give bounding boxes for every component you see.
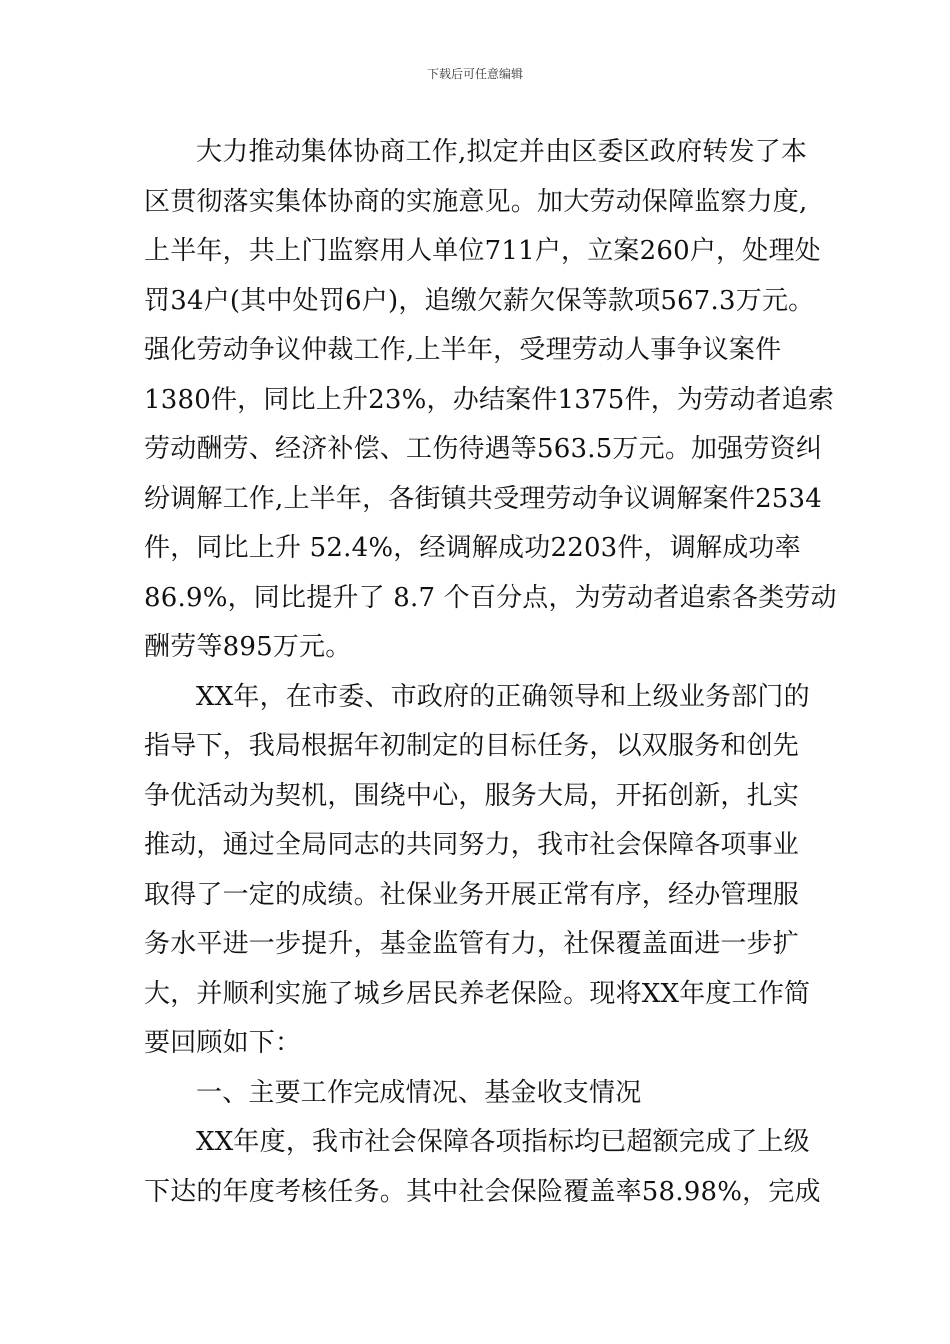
paragraph-line: 指导下，我局根据年初制定的目标任务，以双服务和创先	[144, 731, 800, 761]
paragraph-line: 取得了一定的成绩。社保业务开展正常有序，经办管理服	[144, 879, 800, 910]
section-heading: 一、主要工作完成情况、基金收支情况	[196, 1077, 642, 1108]
paragraph-line: 上半年，共上门监察用人单位711户，立案260户，处理处	[144, 236, 821, 266]
paragraph-line: 区贯彻落实集体协商的实施意见。加大劳动保障监察力度,	[144, 186, 808, 217]
paragraph-line: 务水平进一步提升，基金监管有力，社保覆盖面进一步扩	[144, 929, 800, 959]
paragraph-line: 1380件，同比上升23%，办结案件1375件，为劳动者追索	[144, 384, 835, 415]
paragraph-line: 争优活动为契机，围绕中心，服务大局，开拓创新，扎实	[144, 780, 800, 811]
paragraph-line: 大，并顺利实施了城乡居民养老保险。现将XX年度工作简	[144, 978, 811, 1009]
paragraph-line: 强化劳动争议仲裁工作,上半年，受理劳动人事争议案件	[144, 335, 782, 365]
paragraph-line: 推动，通过全局同志的共同努力，我市社会保障各项事业	[144, 830, 800, 860]
paragraph-line: 酬劳等895万元。	[144, 632, 352, 662]
paragraph-line: 下达的年度考核任务。其中社会保险覆盖率58.98%，完成	[144, 1176, 821, 1207]
page-header: 下载后可任意编辑	[426, 67, 523, 81]
paragraph-line: 大力推动集体协商工作,拟定并由区委区政府转发了本	[196, 137, 808, 167]
paragraph-line: 件，同比上升 52.4%，经调解成功2203件，调解成功率	[144, 533, 801, 563]
paragraph-line: 86.9%，同比提升了 8.7 个百分点，为劳动者追索各类劳动	[144, 582, 837, 613]
paragraph-line: XX年度，我市社会保障各项指标均已超额完成了上级	[196, 1127, 810, 1157]
paragraph-line: 要回顾如下：	[144, 1028, 302, 1058]
paragraph-line: XX年，在市委、市政府的正确领导和上级业务部门的	[196, 681, 810, 712]
paragraph-line: 劳动酬劳、经济补偿、工伤待遇等563.5万元。加强劳资纠	[144, 434, 823, 464]
paragraph-line: 罚34户(其中处罚6户)，追缴欠薪欠保等款项567.3万元。	[144, 285, 815, 316]
paragraph-line: 纷调解工作,上半年，各街镇共受理劳动争议调解案件2534	[144, 483, 823, 514]
document-body	[144, 128, 837, 1217]
